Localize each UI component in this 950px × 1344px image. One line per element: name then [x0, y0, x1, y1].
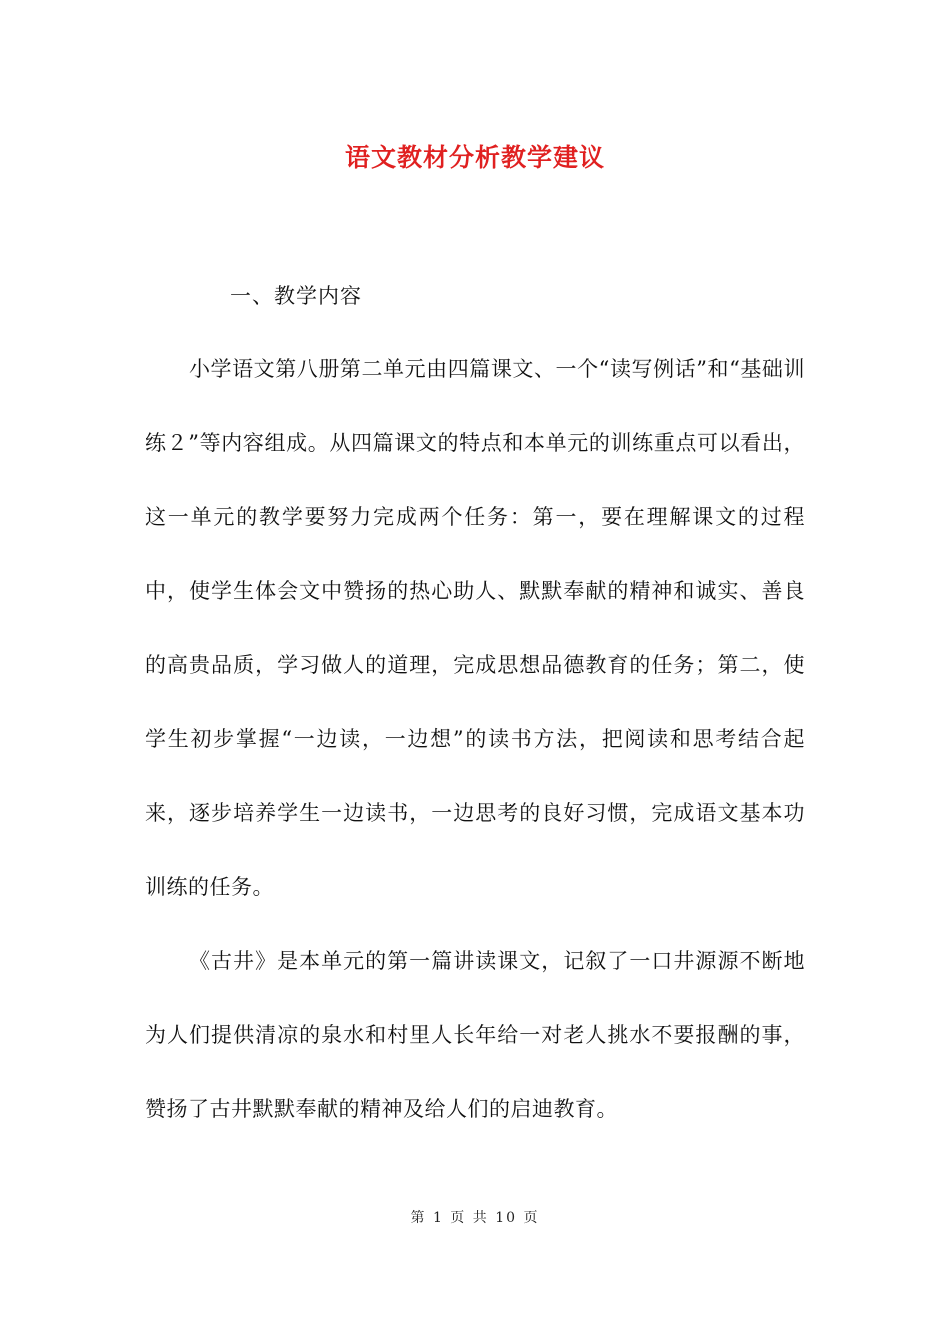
body-paragraph: 小学语文第八册第二单元由四篇课文、一个“读写例话”和“基础训练２”等内容组成。从四篇课文的特点和本单元的训练重点可以看出，这一单元的教学要努力完成两个任务：第一，要在理解课文的过程中，使学生体会文中赞扬的热心助人、默默奉献的精神和诚实、善良的高贵品质，学习做人的道理，完成思想品德教育的任务；第二，使学生初步掌握“一边读，一边想”的读书方法，把阅读和思考结合起来，逐步培养学生一边读书，一边思考的良好习惯，完成语文基本功训练的任务。: [145, 357, 805, 899]
page-number-footer: 第 1 页 共 10 页: [410, 1210, 540, 1226]
body-paragraph: 《古井》是本单元的第一篇讲读课文，记叙了一口井源源不断地为人们提供清凉的泉水和村里人长年给一对老人挑水不要报酬的事，赞扬了古井默默奉献的精神及给人们的启迪教育。: [145, 949, 805, 1121]
document-title: 语文教材分析教学建议: [344, 143, 605, 172]
section-heading: 一、教学内容: [230, 284, 362, 308]
